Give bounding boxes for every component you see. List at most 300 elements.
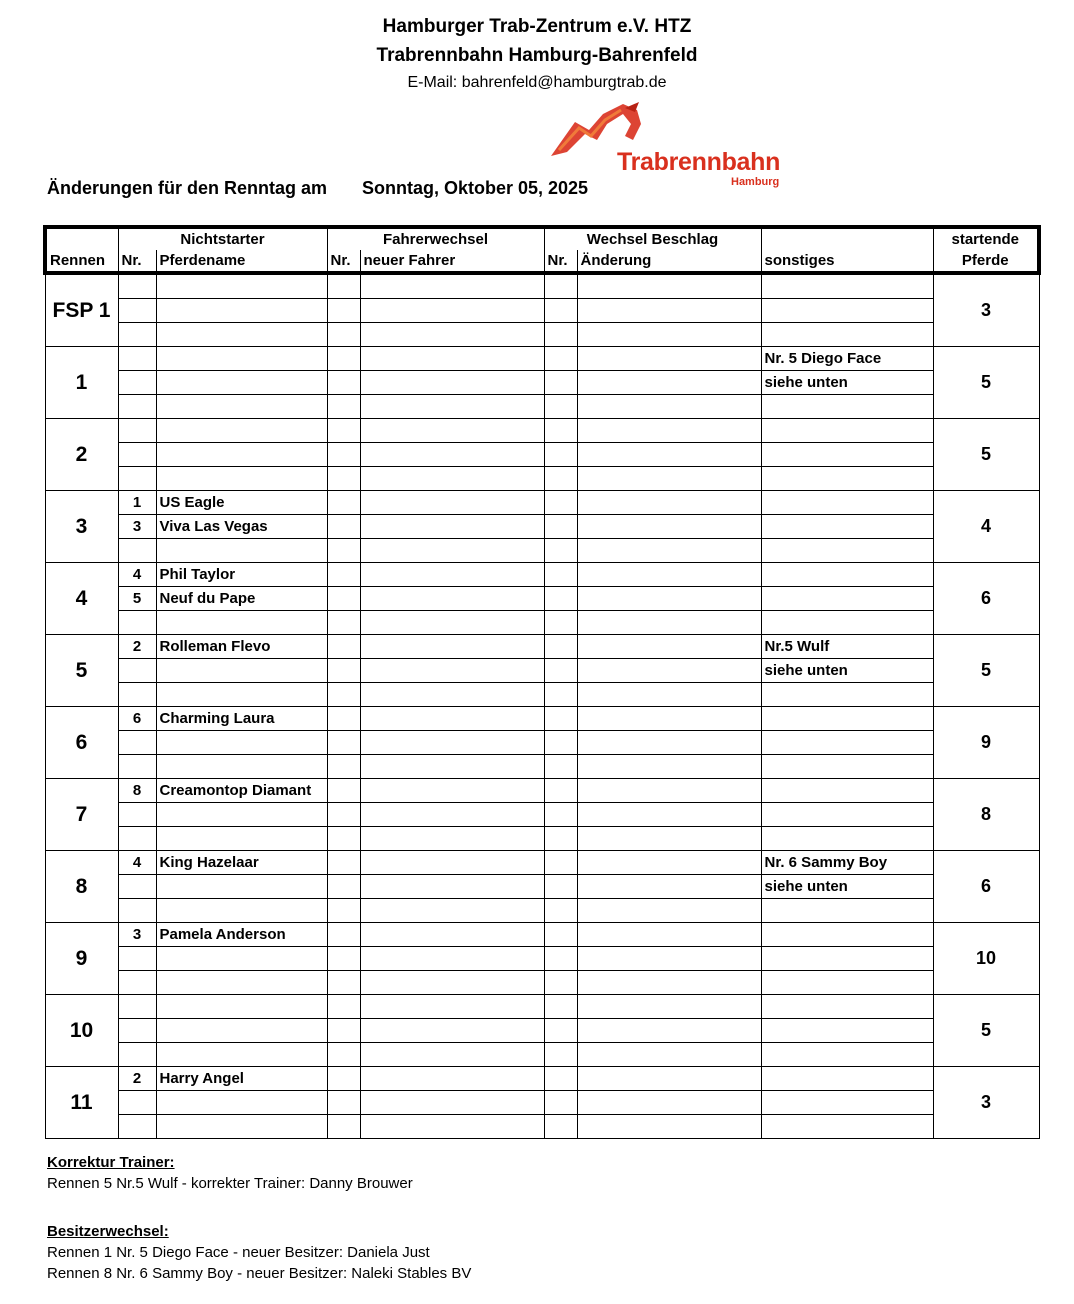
table-row: [45, 395, 1039, 419]
nichtstarter-name: [156, 611, 327, 635]
nichtstarter-nr: 4: [118, 851, 156, 875]
beschlag-nr: [544, 491, 577, 515]
neuer-fahrer: [360, 899, 544, 923]
sonstiges: [761, 995, 933, 1019]
beschlag-aenderung: [577, 971, 761, 995]
nichtstarter-nr: [118, 899, 156, 923]
sonstiges: [761, 515, 933, 539]
nichtstarter-name: [156, 395, 327, 419]
trainer-correction-label: Korrektur Trainer:: [47, 1154, 175, 1171]
beschlag-aenderung: [577, 635, 761, 659]
col-neuer-fahrer: neuer Fahrer: [360, 250, 544, 273]
fahrerwechsel-nr: [327, 1115, 360, 1139]
neuer-fahrer: [360, 683, 544, 707]
nichtstarter-name: [156, 827, 327, 851]
beschlag-aenderung: [577, 299, 761, 323]
contact-email: E-Mail: bahrenfeld@hamburgtrab.de: [407, 74, 667, 91]
col-rennen: Rennen: [45, 250, 118, 273]
sonstiges: [761, 803, 933, 827]
table-row: [45, 467, 1039, 491]
table-row: [45, 419, 1039, 443]
beschlag-nr: [544, 995, 577, 1019]
neuer-fahrer: [360, 1043, 544, 1067]
beschlag-nr: [544, 659, 577, 683]
fahrerwechsel-nr: [327, 659, 360, 683]
neuer-fahrer: [360, 971, 544, 995]
beschlag-aenderung: [577, 443, 761, 467]
nichtstarter-name: [156, 443, 327, 467]
header-nichtstarter: Nichtstarter: [118, 227, 327, 250]
sonstiges: [761, 611, 933, 635]
sonstiges: [761, 395, 933, 419]
fahrerwechsel-nr: [327, 539, 360, 563]
beschlag-nr: [544, 395, 577, 419]
sonstiges: Nr. 6 Sammy Boy: [761, 851, 933, 875]
beschlag-nr: [544, 611, 577, 635]
beschlag-nr: [544, 755, 577, 779]
nichtstarter-name: Viva Las Vegas: [156, 515, 327, 539]
race-date: Sonntag, Oktober 05, 2025: [362, 178, 589, 198]
col-pferde: Pferde: [933, 250, 1039, 273]
sonstiges: [761, 755, 933, 779]
beschlag-nr: [544, 827, 577, 851]
table-row: [45, 635, 1039, 659]
table-row: [45, 995, 1039, 1019]
startende-pferde: 6: [933, 851, 1039, 923]
beschlag-aenderung: [577, 683, 761, 707]
beschlag-aenderung: [577, 371, 761, 395]
beschlag-aenderung: [577, 515, 761, 539]
beschlag-nr: [544, 563, 577, 587]
nichtstarter-name: US Eagle: [156, 491, 327, 515]
beschlag-nr: [544, 1019, 577, 1043]
beschlag-aenderung: [577, 395, 761, 419]
table-row: [45, 923, 1039, 947]
neuer-fahrer: [360, 395, 544, 419]
sonstiges: [761, 443, 933, 467]
fahrerwechsel-nr: [327, 515, 360, 539]
beschlag-nr: [544, 539, 577, 563]
sonstiges: [761, 683, 933, 707]
nichtstarter-name: [156, 971, 327, 995]
fahrerwechsel-nr: [327, 1091, 360, 1115]
race-number: 3: [45, 491, 118, 563]
beschlag-aenderung: [577, 947, 761, 971]
table-row: [45, 515, 1039, 539]
nichtstarter-name: [156, 371, 327, 395]
beschlag-nr: [544, 1067, 577, 1091]
table-row: [45, 731, 1039, 755]
owner-change-label: Besitzerwechsel:: [47, 1223, 169, 1240]
beschlag-nr: [544, 1091, 577, 1115]
beschlag-nr: [544, 443, 577, 467]
neuer-fahrer: [360, 539, 544, 563]
neuer-fahrer: [360, 947, 544, 971]
fahrerwechsel-nr: [327, 491, 360, 515]
neuer-fahrer: [360, 515, 544, 539]
table-row: [45, 755, 1039, 779]
nichtstarter-nr: [118, 755, 156, 779]
sonstiges: [761, 1067, 933, 1091]
beschlag-nr: [544, 587, 577, 611]
header-blank-2: [761, 227, 933, 250]
startende-pferde: 5: [933, 635, 1039, 707]
table-row: [45, 947, 1039, 971]
beschlag-aenderung: [577, 827, 761, 851]
header-wechsel-beschlag: Wechsel Beschlag: [544, 227, 761, 250]
nichtstarter-nr: [118, 371, 156, 395]
table-row: [45, 563, 1039, 587]
neuer-fahrer: [360, 755, 544, 779]
beschlag-nr: [544, 1115, 577, 1139]
neuer-fahrer: [360, 273, 544, 299]
table-row: [45, 827, 1039, 851]
beschlag-aenderung: [577, 707, 761, 731]
nichtstarter-name: Phil Taylor: [156, 563, 327, 587]
nichtstarter-nr: [118, 611, 156, 635]
beschlag-nr: [544, 299, 577, 323]
beschlag-aenderung: [577, 491, 761, 515]
table-row: [45, 371, 1039, 395]
sonstiges: [761, 563, 933, 587]
startende-pferde: 8: [933, 779, 1039, 851]
table-row: [45, 347, 1039, 371]
table-row: [45, 443, 1039, 467]
trainer-correction-line: Rennen 5 Nr.5 Wulf - korrekter Trainer: Danny Brouwer: [47, 1175, 413, 1192]
nichtstarter-name: Creamontop Diamant: [156, 779, 327, 803]
beschlag-nr: [544, 683, 577, 707]
nichtstarter-name: [156, 803, 327, 827]
title-label: Änderungen für den Renntag am: [47, 178, 328, 198]
nichtstarter-name: [156, 347, 327, 371]
fahrerwechsel-nr: [327, 395, 360, 419]
table-row: [45, 1043, 1039, 1067]
beschlag-nr: [544, 467, 577, 491]
beschlag-aenderung: [577, 731, 761, 755]
beschlag-aenderung: [577, 779, 761, 803]
header-blank: [45, 227, 118, 250]
beschlag-aenderung: [577, 1091, 761, 1115]
neuer-fahrer: [360, 731, 544, 755]
col-fw-nr: Nr.: [327, 250, 360, 273]
sonstiges: [761, 971, 933, 995]
fahrerwechsel-nr: [327, 563, 360, 587]
beschlag-nr: [544, 971, 577, 995]
neuer-fahrer: [360, 587, 544, 611]
nichtstarter-name: [156, 731, 327, 755]
neuer-fahrer: [360, 491, 544, 515]
startende-pferde: 6: [933, 563, 1039, 635]
startende-pferde: 5: [933, 995, 1039, 1067]
race-number: 10: [45, 995, 118, 1067]
nichtstarter-name: [156, 273, 327, 299]
table-row: [45, 1019, 1039, 1043]
nichtstarter-name: [156, 1115, 327, 1139]
startende-pferde: 9: [933, 707, 1039, 779]
nichtstarter-name: [156, 299, 327, 323]
fahrerwechsel-nr: [327, 443, 360, 467]
neuer-fahrer: [360, 659, 544, 683]
owner-change-line: Rennen 1 Nr. 5 Diego Face - neuer Besitzer: Daniela Just: [47, 1244, 430, 1261]
logo-text: Trabrennbahn: [617, 148, 781, 176]
nichtstarter-name: [156, 755, 327, 779]
changes-table: [43, 225, 1041, 1139]
beschlag-aenderung: [577, 803, 761, 827]
table-row: [45, 491, 1039, 515]
neuer-fahrer: [360, 827, 544, 851]
race-number: 6: [45, 707, 118, 779]
nichtstarter-nr: [118, 971, 156, 995]
beschlag-nr: [544, 851, 577, 875]
sonstiges: [761, 731, 933, 755]
logo-subtext: Hamburg: [731, 176, 780, 188]
nichtstarter-name: Harry Angel: [156, 1067, 327, 1091]
sonstiges: [761, 923, 933, 947]
table-row: [45, 1115, 1039, 1139]
beschlag-aenderung: [577, 347, 761, 371]
fahrerwechsel-nr: [327, 1019, 360, 1043]
beschlag-aenderung: [577, 923, 761, 947]
fahrerwechsel-nr: [327, 467, 360, 491]
venue-name: Trabrennbahn Hamburg-Bahrenfeld: [376, 45, 698, 66]
fahrerwechsel-nr: [327, 299, 360, 323]
sonstiges: [761, 587, 933, 611]
nichtstarter-nr: [118, 803, 156, 827]
table-row: [45, 875, 1039, 899]
beschlag-aenderung: [577, 1067, 761, 1091]
beschlag-nr: [544, 875, 577, 899]
nichtstarter-nr: [118, 875, 156, 899]
beschlag-aenderung: [577, 755, 761, 779]
nichtstarter-name: [156, 467, 327, 491]
fahrerwechsel-nr: [327, 1067, 360, 1091]
neuer-fahrer: [360, 467, 544, 491]
table-row: [45, 803, 1039, 827]
neuer-fahrer: [360, 611, 544, 635]
nichtstarter-nr: 3: [118, 515, 156, 539]
fahrerwechsel-nr: [327, 683, 360, 707]
nichtstarter-name: [156, 419, 327, 443]
race-number: 7: [45, 779, 118, 851]
startende-pferde: 4: [933, 491, 1039, 563]
nichtstarter-name: [156, 1043, 327, 1067]
beschlag-nr: [544, 707, 577, 731]
nichtstarter-nr: [118, 347, 156, 371]
organization-name: Hamburger Trab-Zentrum e.V. HTZ: [382, 16, 692, 37]
col-ns-nr: Nr.: [118, 250, 156, 273]
nichtstarter-name: Pamela Anderson: [156, 923, 327, 947]
nichtstarter-nr: [118, 467, 156, 491]
beschlag-nr: [544, 779, 577, 803]
beschlag-nr: [544, 273, 577, 299]
table-row: [45, 539, 1039, 563]
table-row: [45, 683, 1039, 707]
neuer-fahrer: [360, 371, 544, 395]
nichtstarter-nr: 1: [118, 491, 156, 515]
nichtstarter-nr: [118, 273, 156, 299]
table-row: [45, 659, 1039, 683]
nichtstarter-name: King Hazelaar: [156, 851, 327, 875]
fahrerwechsel-nr: [327, 347, 360, 371]
nichtstarter-name: [156, 995, 327, 1019]
fahrerwechsel-nr: [327, 779, 360, 803]
beschlag-aenderung: [577, 323, 761, 347]
nichtstarter-nr: [118, 299, 156, 323]
neuer-fahrer: [360, 803, 544, 827]
race-number: 5: [45, 635, 118, 707]
neuer-fahrer: [360, 443, 544, 467]
nichtstarter-name: [156, 683, 327, 707]
sonstiges: siehe unten: [761, 875, 933, 899]
fahrerwechsel-nr: [327, 995, 360, 1019]
race-number: 4: [45, 563, 118, 635]
table-row: [45, 273, 1039, 299]
beschlag-aenderung: [577, 273, 761, 299]
sonstiges: Nr.5 Wulf: [761, 635, 933, 659]
beschlag-aenderung: [577, 419, 761, 443]
sonstiges: [761, 419, 933, 443]
neuer-fahrer: [360, 923, 544, 947]
nichtstarter-nr: [118, 1091, 156, 1115]
fahrerwechsel-nr: [327, 947, 360, 971]
nichtstarter-nr: 4: [118, 563, 156, 587]
startende-pferde: 10: [933, 923, 1039, 995]
nichtstarter-nr: 3: [118, 923, 156, 947]
sonstiges: [761, 299, 933, 323]
sonstiges: Nr. 5 Diego Face: [761, 347, 933, 371]
neuer-fahrer: [360, 347, 544, 371]
race-number: 8: [45, 851, 118, 923]
col-sonstiges: sonstiges: [761, 250, 933, 273]
fahrerwechsel-nr: [327, 851, 360, 875]
race-number: 2: [45, 419, 118, 491]
nichtstarter-nr: 5: [118, 587, 156, 611]
neuer-fahrer: [360, 563, 544, 587]
table-row: [45, 299, 1039, 323]
table-header: [45, 227, 1039, 273]
owner-change-section: [47, 1223, 471, 1282]
startende-pferde: 3: [933, 273, 1039, 347]
nichtstarter-nr: [118, 323, 156, 347]
fahrerwechsel-nr: [327, 587, 360, 611]
neuer-fahrer: [360, 1115, 544, 1139]
fahrerwechsel-nr: [327, 273, 360, 299]
startende-pferde: 5: [933, 419, 1039, 491]
fahrerwechsel-nr: [327, 371, 360, 395]
beschlag-aenderung: [577, 1019, 761, 1043]
race-number: FSP 1: [45, 273, 118, 347]
nichtstarter-name: [156, 1019, 327, 1043]
beschlag-aenderung: [577, 1043, 761, 1067]
table-row: [45, 899, 1039, 923]
nichtstarter-nr: [118, 659, 156, 683]
neuer-fahrer: [360, 635, 544, 659]
nichtstarter-nr: [118, 947, 156, 971]
fahrerwechsel-nr: [327, 971, 360, 995]
table-row: [45, 779, 1039, 803]
nichtstarter-name: [156, 1091, 327, 1115]
neuer-fahrer: [360, 323, 544, 347]
owner-change-line: Rennen 8 Nr. 6 Sammy Boy - neuer Besitzer: Naleki Stables BV: [47, 1265, 472, 1282]
header-fahrerwechsel: Fahrerwechsel: [327, 227, 544, 250]
beschlag-nr: [544, 635, 577, 659]
fahrerwechsel-nr: [327, 803, 360, 827]
neuer-fahrer: [360, 851, 544, 875]
beschlag-aenderung: [577, 467, 761, 491]
neuer-fahrer: [360, 875, 544, 899]
nichtstarter-nr: [118, 1019, 156, 1043]
sonstiges: siehe unten: [761, 371, 933, 395]
fahrerwechsel-nr: [327, 323, 360, 347]
race-number: 1: [45, 347, 118, 419]
sonstiges: [761, 273, 933, 299]
nichtstarter-name: [156, 659, 327, 683]
nichtstarter-nr: [118, 995, 156, 1019]
beschlag-nr: [544, 923, 577, 947]
sonstiges: [761, 899, 933, 923]
nichtstarter-nr: 6: [118, 707, 156, 731]
col-wb-nr: Nr.: [544, 250, 577, 273]
sonstiges: [761, 779, 933, 803]
nichtstarter-nr: 2: [118, 1067, 156, 1091]
sonstiges: [761, 947, 933, 971]
beschlag-nr: [544, 347, 577, 371]
beschlag-nr: [544, 731, 577, 755]
nichtstarter-nr: [118, 539, 156, 563]
fahrerwechsel-nr: [327, 1043, 360, 1067]
nichtstarter-name: [156, 947, 327, 971]
neuer-fahrer: [360, 419, 544, 443]
fahrerwechsel-nr: [327, 707, 360, 731]
neuer-fahrer: [360, 1067, 544, 1091]
table-row: [45, 611, 1039, 635]
beschlag-nr: [544, 1043, 577, 1067]
fahrerwechsel-nr: [327, 875, 360, 899]
table-row: [45, 323, 1039, 347]
beschlag-aenderung: [577, 851, 761, 875]
neuer-fahrer: [360, 299, 544, 323]
nichtstarter-name: [156, 899, 327, 923]
sonstiges: [761, 323, 933, 347]
fahrerwechsel-nr: [327, 899, 360, 923]
beschlag-nr: [544, 419, 577, 443]
nichtstarter-name: Charming Laura: [156, 707, 327, 731]
fahrerwechsel-nr: [327, 635, 360, 659]
beschlag-aenderung: [577, 1115, 761, 1139]
neuer-fahrer: [360, 1091, 544, 1115]
nichtstarter-nr: [118, 683, 156, 707]
sonstiges: [761, 1043, 933, 1067]
beschlag-aenderung: [577, 659, 761, 683]
table-row: [45, 851, 1039, 875]
col-pferdename: Pferdename: [156, 250, 327, 273]
table-row: [45, 1067, 1039, 1091]
race-number: 9: [45, 923, 118, 995]
table-row: [45, 1091, 1039, 1115]
sonstiges: [761, 1115, 933, 1139]
col-aenderung: Änderung: [577, 250, 761, 273]
fahrerwechsel-nr: [327, 731, 360, 755]
race-number: 11: [45, 1067, 118, 1139]
neuer-fahrer: [360, 1019, 544, 1043]
nichtstarter-nr: [118, 443, 156, 467]
sonstiges: [761, 827, 933, 851]
sonstiges: siehe unten: [761, 659, 933, 683]
nichtstarter-name: Rolleman Flevo: [156, 635, 327, 659]
neuer-fahrer: [360, 779, 544, 803]
page-title: [47, 178, 589, 199]
sonstiges: [761, 467, 933, 491]
